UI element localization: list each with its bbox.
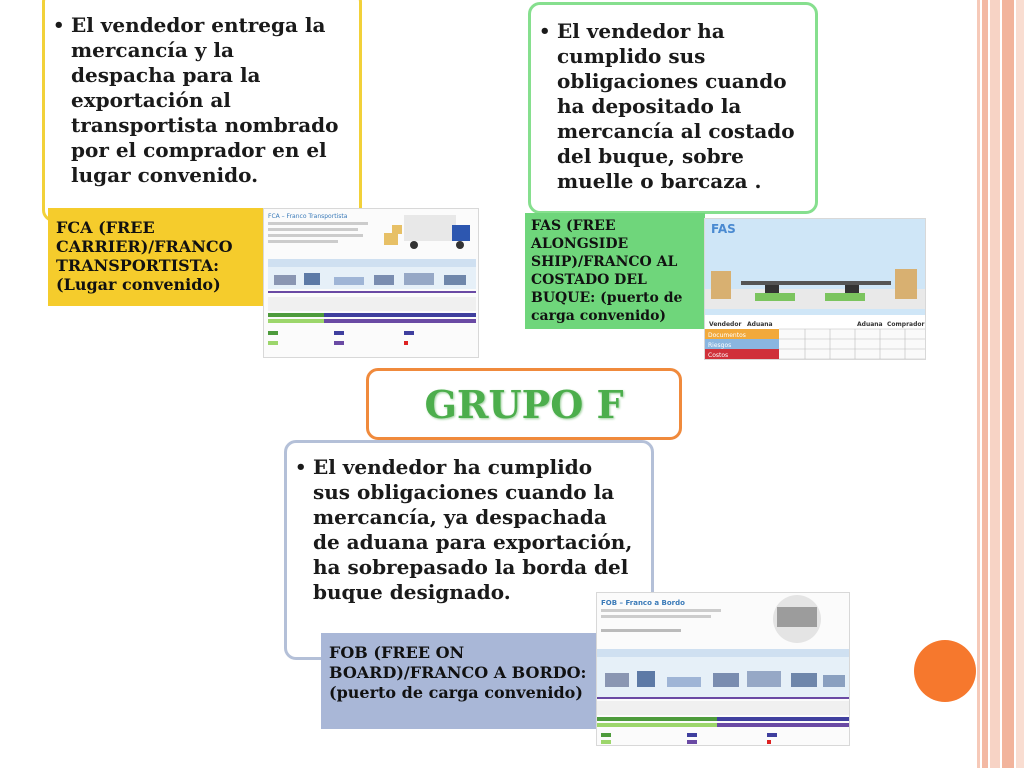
fca-label: FCA (FREE CARRIER)/FRANCO TRANSPORTISTA: (Lugar convenido) bbox=[48, 208, 270, 306]
fas-col-buyer: Comprador bbox=[887, 321, 925, 328]
fob-description: • El vendedor ha cumplido sus obligaciones cuando la mercancía, ya despachada de aduana para exportación, ha sobrepasado la borda del buque designado. bbox=[291, 455, 633, 605]
fas-description: • El vendedor ha cumplido sus obligaciones cuando ha depositado la mercancía al costado del buque, sobre muelle o barcaza . bbox=[535, 19, 801, 194]
fas-row-documents: Documentos bbox=[708, 332, 746, 339]
fas-label: FAS (FREE ALONGSIDE SHIP)/FRANCO AL COSTADO DEL BUQUE: (puerto de carga convenido) bbox=[525, 213, 705, 329]
fca-illustration bbox=[263, 208, 479, 358]
fob-thumb-title: FOB – Franco a Bordo bbox=[601, 599, 685, 607]
fca-thumb-title: FCA – Franco Transportista bbox=[268, 213, 348, 220]
fas-col-seller: Vendedor bbox=[709, 321, 742, 328]
fas-thumb-title: FAS bbox=[711, 222, 736, 236]
fca-description: • El vendedor entrega la mercancía y la despacha para la exportación al transportista nombrado por el comprador en el lugar convenido. bbox=[49, 13, 341, 188]
fob-label: FOB (FREE ON BOARD)/FRANCO A BORDO: (puerto de carga convenido) bbox=[321, 633, 601, 729]
fca-description-card bbox=[42, 0, 362, 222]
fob-illustration bbox=[596, 592, 850, 746]
fas-illustration bbox=[704, 218, 926, 360]
fas-row-risks: Riesgos bbox=[708, 342, 732, 349]
fas-description-card bbox=[528, 2, 818, 214]
accent-circle bbox=[914, 640, 976, 702]
fas-col-customs-origin: Aduana bbox=[747, 321, 773, 328]
page-title: GRUPO F bbox=[424, 381, 624, 427]
title-box bbox=[366, 368, 682, 440]
decorative-stripes bbox=[976, 0, 1024, 768]
fas-row-costs: Costos bbox=[708, 352, 729, 359]
fas-col-customs-destination: Aduana bbox=[857, 321, 883, 328]
